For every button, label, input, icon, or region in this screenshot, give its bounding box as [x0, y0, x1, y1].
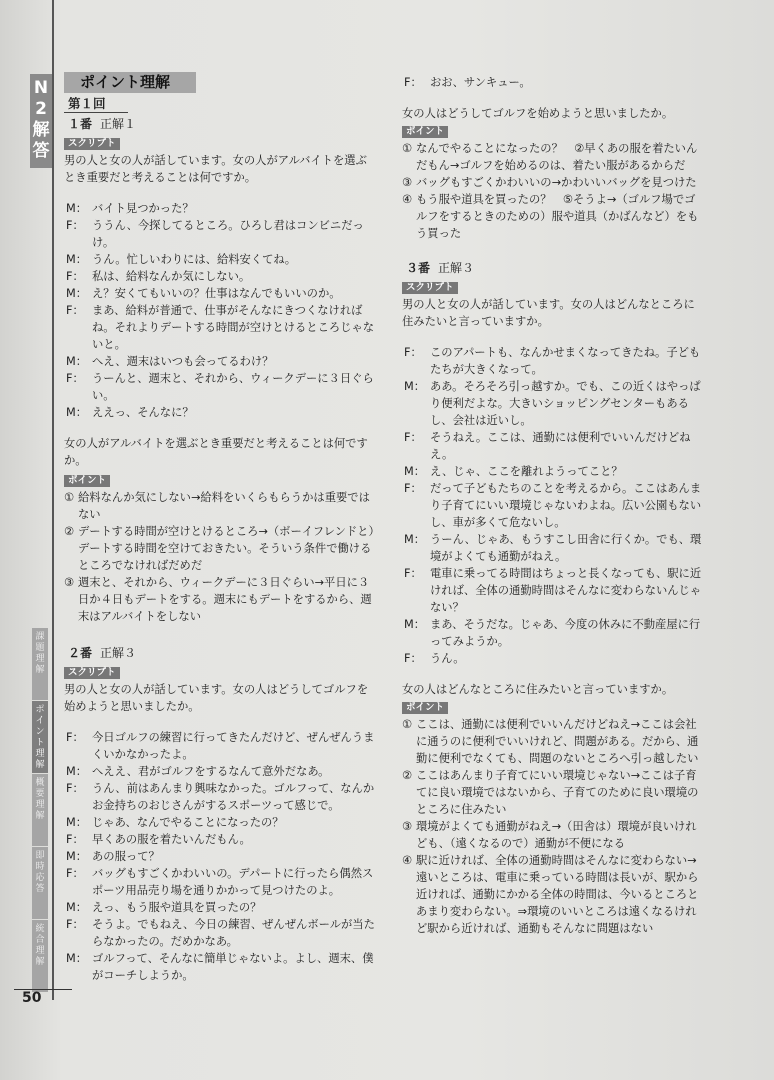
section-tab-char: 統 — [35, 924, 45, 934]
dialogue-text: え、じゃ、ここを離れようってこと？ — [430, 465, 623, 478]
question-2-heading: ２番 正解３ — [68, 646, 137, 660]
point-number: ① — [402, 142, 413, 155]
dialogue-line — [64, 780, 376, 814]
section-tab — [32, 774, 48, 846]
dialogue-line — [64, 285, 376, 302]
dialogue-text: へええ、君がゴルフをするなんて意外だなあ。 — [92, 765, 330, 778]
dialogue-line — [64, 251, 376, 268]
speaker-label: F： — [66, 731, 84, 744]
section-tab — [32, 701, 48, 773]
question-3-heading: ３番 正解３ — [406, 261, 475, 275]
speaker-label: M： — [66, 765, 88, 778]
section-tab-char: 理 — [35, 800, 45, 810]
point-item — [402, 852, 704, 937]
dialogue-text: うーん、じゃあ、もうすこし田舎に行くか。でも、環境がよくても通勤がねえ。 — [430, 533, 702, 563]
dialogue-line — [402, 74, 704, 91]
dialogue-line — [64, 302, 376, 353]
section-title: ポイント理解 — [64, 72, 196, 93]
question-2-question: 女の人はどうしてゴルフを始めようと思いましたか。 — [402, 107, 674, 120]
section-tab-char: 即 — [35, 851, 45, 861]
point-badge: ポイント — [402, 702, 448, 714]
dialogue-line — [402, 565, 704, 616]
point-item — [64, 489, 376, 523]
question-1-question: 女の人がアルバイトを選ぶとき重要だと考えることは何ですか。 — [64, 437, 368, 467]
dialogue-line — [64, 370, 376, 404]
point-item — [402, 818, 704, 852]
dialogue-text: あの服って？ — [92, 850, 160, 863]
speaker-label: M： — [66, 406, 88, 419]
dialogue-text: まあ、そうだな。じゃあ、今度の休みに不動産屋に行ってみようか。 — [430, 618, 701, 648]
dialogue-text: ううん、今探してるところ。ひろし君はコンビニだっけ。 — [92, 219, 364, 249]
speaker-label: F： — [66, 270, 84, 283]
section-tab-char: 概 — [35, 778, 45, 788]
script-badge: スクリプト — [402, 282, 458, 294]
dialogue-line — [64, 831, 376, 848]
speaker-label: F： — [404, 567, 422, 580]
point-text: 週末と、それから、ウィークデーに３日ぐらい→平日に３日か４日もデートをする。週末にもデートをするから、週末はアルバイトをしない — [78, 576, 372, 623]
dialogue-line — [64, 848, 376, 865]
section-tab-char: 合 — [35, 935, 45, 945]
question-2-dialogue — [64, 729, 376, 984]
point-item — [402, 767, 704, 818]
section-tab-char: 題 — [35, 643, 45, 653]
section-tab-char: 解 — [35, 957, 45, 967]
section-tab — [32, 920, 48, 992]
speaker-label: F： — [404, 76, 422, 89]
dialogue-text: ゴルフって、そんなに簡単じゃないよ。よし、週末、僕がコーチしようか。 — [92, 952, 374, 982]
speaker-label: F： — [404, 482, 422, 495]
speaker-label: F： — [66, 304, 84, 317]
speaker-label: M： — [404, 618, 426, 631]
dialogue-line — [402, 616, 704, 650]
side-answer-label: N 2 解 答 — [30, 74, 52, 168]
question-3-intro: 男の人と女の人が話しています。女の人はどんなところに住みたいと言っていますか。 — [402, 298, 695, 328]
speaker-label: M： — [404, 533, 426, 546]
speaker-label: M： — [66, 816, 88, 829]
question-1-dialogue — [64, 200, 376, 421]
point-text: デートする時間が空けとけるところ→（ボーイフレンドと）デートする時間を空けておきたい。そういう条件で働けるところでなければだめだ — [78, 525, 375, 572]
dialogue-text: へえ、週末はいつも会ってるわけ？ — [92, 355, 274, 368]
point-badge: ポイント — [402, 126, 448, 138]
speaker-label: F： — [66, 372, 84, 385]
dialogue-text: このアパートも、なんかせまくなってきたね。子どもたちが大きくなって。 — [430, 346, 701, 376]
dialogue-line — [64, 268, 376, 285]
speaker-label: F： — [66, 219, 84, 232]
section-tab-char: 理 — [35, 749, 45, 759]
left-column — [64, 72, 376, 984]
section-tab-char: 解 — [35, 760, 45, 770]
speaker-label: M： — [404, 465, 426, 478]
dialogue-line — [402, 650, 704, 667]
speaker-label: F： — [404, 652, 422, 665]
dialogue-text: うーんと、週末と、それから、ウィークデーに３日ぐらい。 — [92, 372, 374, 402]
right-column — [402, 74, 704, 937]
dialogue-text: えっ、もう服や道具を買ったの？ — [92, 901, 262, 914]
point-text: ここは、通勤には便利でいいんだけどねえ→ここは会社に通うのに便利でいいけれど、問題がある。だから、通勤に便利でなくても、問題のないところへ引っ越したい — [416, 718, 699, 765]
section-tab-char: ト — [35, 738, 45, 748]
point-item — [64, 523, 376, 574]
speaker-label: M： — [66, 355, 88, 368]
dialogue-line — [402, 378, 704, 429]
section-tab-char: 要 — [35, 789, 45, 799]
dialogue-text: うん。 — [430, 652, 465, 665]
speaker-label: F： — [404, 346, 422, 359]
dialogue-text: だって子どもたちのことを考えるから。ここはあんまり子育てにいい環境じゃないわよね。広い公園もないし、車が多くて危ないし。 — [430, 482, 702, 529]
speaker-label: M： — [66, 202, 88, 215]
section-tab-char: ポ — [35, 705, 45, 715]
point-number: ① — [64, 491, 75, 504]
speaker-label: M： — [66, 287, 88, 300]
point-text: 環境がよくても通勤がねえ→（田舎は）環境が良いけれども、（遠くなるので）通勤が不便になる — [416, 820, 697, 850]
point-text: バッグもすごくかわいいの→かわいいバッグを見つけた — [416, 176, 697, 189]
dialogue-text: うん。忙しいわりには、給料安くてね。 — [92, 253, 297, 266]
dialogue-line — [64, 217, 376, 251]
point-number: ③ — [402, 176, 413, 189]
question-1-heading: １番 正解１ — [68, 117, 137, 131]
question-3-question: 女の人はどんなところに住みたいと言っていますか。 — [402, 683, 674, 696]
dialogue-line — [64, 200, 376, 217]
question-3-points — [402, 716, 704, 937]
question-2-intro: 男の人と女の人が話しています。女の人はどうしてゴルフを始めようと思いましたか。 — [64, 683, 369, 713]
speaker-label: F： — [66, 867, 84, 880]
dialogue-text: 今日ゴルフの練習に行ってきたんだけど、ぜんぜんうまくいかなかったよ。 — [92, 731, 375, 761]
question-2-points — [402, 140, 704, 242]
section-tab-char: 答 — [35, 884, 45, 894]
point-item — [402, 716, 704, 767]
speaker-label: M： — [66, 901, 88, 914]
section-tab — [32, 628, 48, 700]
point-item — [402, 191, 704, 242]
dialogue-line — [402, 344, 704, 378]
question-2-dialogue-continued — [402, 74, 704, 91]
point-item — [402, 140, 704, 174]
round-title: 第１回 — [64, 95, 128, 113]
speaker-label: M： — [66, 952, 88, 965]
section-tab-char: 解 — [35, 811, 45, 821]
dialogue-text: バッグもすごくかわいいの。デパートに行ったら偶然スポーツ用品売り場を通りかかって見つけたのよ。 — [92, 867, 374, 897]
dialogue-line — [64, 865, 376, 899]
script-badge: スクリプト — [64, 667, 120, 679]
section-tab-char: 解 — [35, 665, 45, 675]
point-text: 駅に近ければ、全体の通勤時間はそんなに変わらない→遠いところは、電車に乗っている時間は長いが、駅から近ければ、通勤にかかる全体の時間は、今いるところとあまり変わらない。⇒環境のいいところは遠くなるけれど駅から近ければ、通勤もそんなに問題はない — [416, 854, 699, 935]
point-text: ここはあんまり子育てにいい環境じゃない→ここは子育てに良い環境ではないから、子育てのために良い環境のところに住みたい — [416, 769, 699, 816]
dialogue-line — [402, 463, 704, 480]
dialogue-text: え？安くてもいいの？仕事はなんでもいいのか。 — [92, 287, 341, 300]
page-number: 50 — [22, 990, 42, 1006]
dialogue-line — [64, 899, 376, 916]
point-number: ③ — [64, 576, 75, 589]
point-number: ③ — [402, 820, 413, 833]
dialogue-text: 私は、給料なんか気にしない。 — [92, 270, 251, 283]
dialogue-text: おお、サンキュー。 — [430, 76, 531, 89]
speaker-label: F： — [404, 431, 422, 444]
question-1-intro: 男の人と女の人が話しています。女の人がアルバイトを選ぶとき重要だと考えることは何ですか。 — [64, 154, 367, 184]
question-1-points — [64, 489, 376, 625]
section-tab-char: 理 — [35, 946, 45, 956]
speaker-label: M： — [404, 380, 426, 393]
dialogue-text: そうよ。でもねえ、今日の練習、ぜんぜんボールが当たらなかったの。だめかなあ。 — [92, 918, 375, 948]
dialogue-text: じゃあ、なんでやることになったの？ — [92, 816, 284, 829]
point-text: 給料なんか気にしない→給料をいくらもらうかは重要ではない — [78, 491, 370, 521]
point-item — [402, 174, 704, 191]
point-item — [64, 574, 376, 625]
dialogue-line — [402, 429, 704, 463]
point-number: ④ — [402, 854, 413, 867]
speaker-label: F： — [66, 782, 84, 795]
speaker-label: M： — [66, 850, 88, 863]
dialogue-line — [64, 950, 376, 984]
point-number: ④ — [402, 193, 413, 206]
dialogue-text: バイト見つかった？ — [92, 202, 194, 215]
dialogue-line — [64, 814, 376, 831]
section-tab-char: 時 — [35, 862, 45, 872]
speaker-label: M： — [66, 253, 88, 266]
speaker-label: F： — [66, 833, 84, 846]
dialogue-line — [64, 353, 376, 370]
section-tab-char: ン — [35, 727, 45, 737]
dialogue-text: うん、前はあんまり興味なかった。ゴルフって、なんかお金持ちのおじさんがするスポーツって感じで。 — [92, 782, 375, 812]
dialogue-line — [64, 916, 376, 950]
dialogue-text: 早くあの服を着たいんだもん。 — [92, 833, 251, 846]
point-text: もう服や道具を買ったの？ ⑤そうよ→（ゴルフ場でゴルフをするときのための）服や道具（かばんなど）をもう買った — [416, 193, 699, 240]
point-text: なんでやることになったの？ ②早くあの服を着たいんだもん→ゴルフを始めるのは、着たい服があるからだ — [416, 142, 698, 172]
script-badge: スクリプト — [64, 138, 120, 150]
section-index-tabs — [32, 628, 48, 993]
section-tab-char: 課 — [35, 632, 45, 642]
point-number: ② — [64, 525, 75, 538]
dialogue-text: 電車に乗ってる時間はちょっと長くなっても、駅に近ければ、全体の通勤時間はそんなに変わらないんじゃない？ — [430, 567, 702, 614]
point-number: ② — [402, 769, 413, 782]
dialogue-line — [402, 531, 704, 565]
dialogue-line — [64, 763, 376, 780]
dialogue-text: ああ。そろそろ引っ越すか。でも、この近くはやっぱり便利だよな。大きいショッピングセンターもあるし、会社は近いし。 — [430, 380, 701, 427]
dialogue-text: ええっ、そんなに？ — [92, 406, 194, 419]
dialogue-text: そうねえ。ここは、通勤には便利でいいんだけどねえ。 — [430, 431, 691, 461]
dialogue-line — [402, 480, 704, 531]
point-number: ① — [402, 718, 413, 731]
point-badge: ポイント — [64, 475, 110, 487]
dialogue-line — [64, 729, 376, 763]
section-tab-char: イ — [35, 716, 45, 726]
section-tab-char: 応 — [35, 873, 45, 883]
section-tab — [32, 847, 48, 919]
dialogue-line — [64, 404, 376, 421]
question-3-dialogue — [402, 344, 704, 667]
section-tab-char: 理 — [35, 654, 45, 664]
dialogue-text: まあ、給料が普通で、仕事がそんなにきつくなければね。それよりデートする時間が空けとけるところじゃないと。 — [92, 304, 375, 351]
margin-rule — [52, 0, 54, 1000]
speaker-label: F： — [66, 918, 84, 931]
